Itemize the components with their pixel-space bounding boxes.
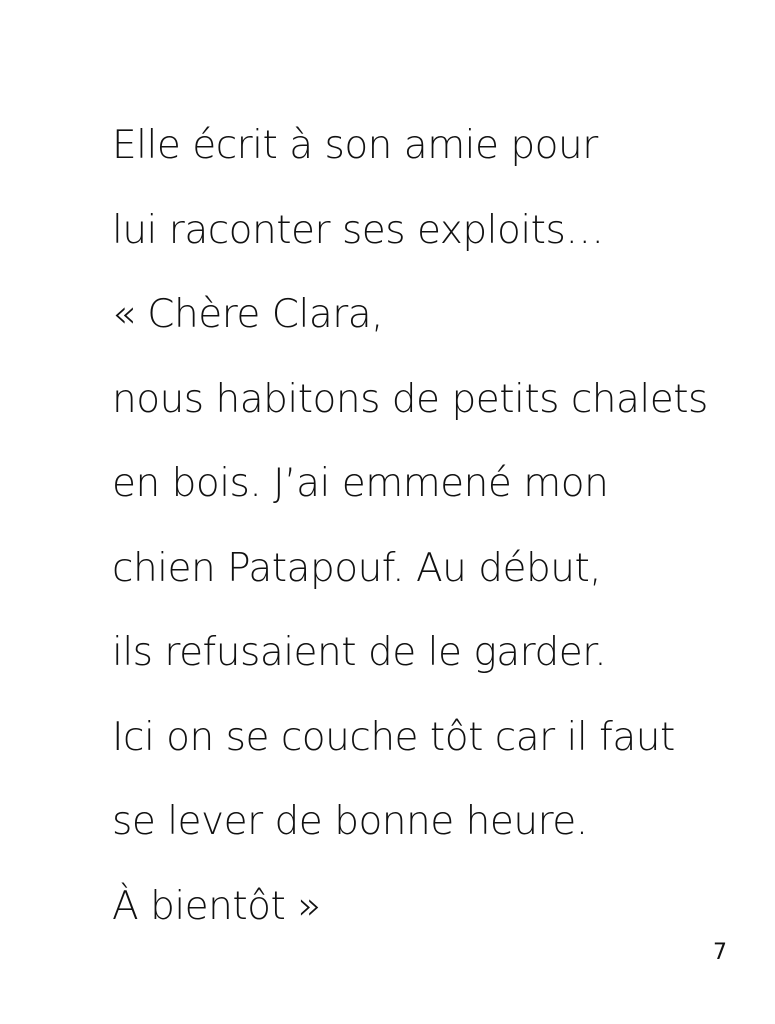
text-line: Elle écrit à son amie pour [112,123,598,168]
text-line: se lever de bonne heure. [112,799,588,844]
text-line: ils refusaient de le garder. [112,630,607,675]
page-number: 7 [713,940,727,965]
text-line: nous habitons de petits chalets [112,376,708,422]
story-text [112,104,752,949]
text-line: Ici on se couche tôt car il faut [112,714,675,760]
text-line: lui raconter ses exploits… [112,207,604,253]
text-line: « Chère Clara, [112,292,384,337]
text-line: À bientôt » [112,883,321,929]
text-line: chien Patapouf. Au début, [112,545,602,591]
text-line: en bois. J’ai emmené mon [112,461,609,506]
